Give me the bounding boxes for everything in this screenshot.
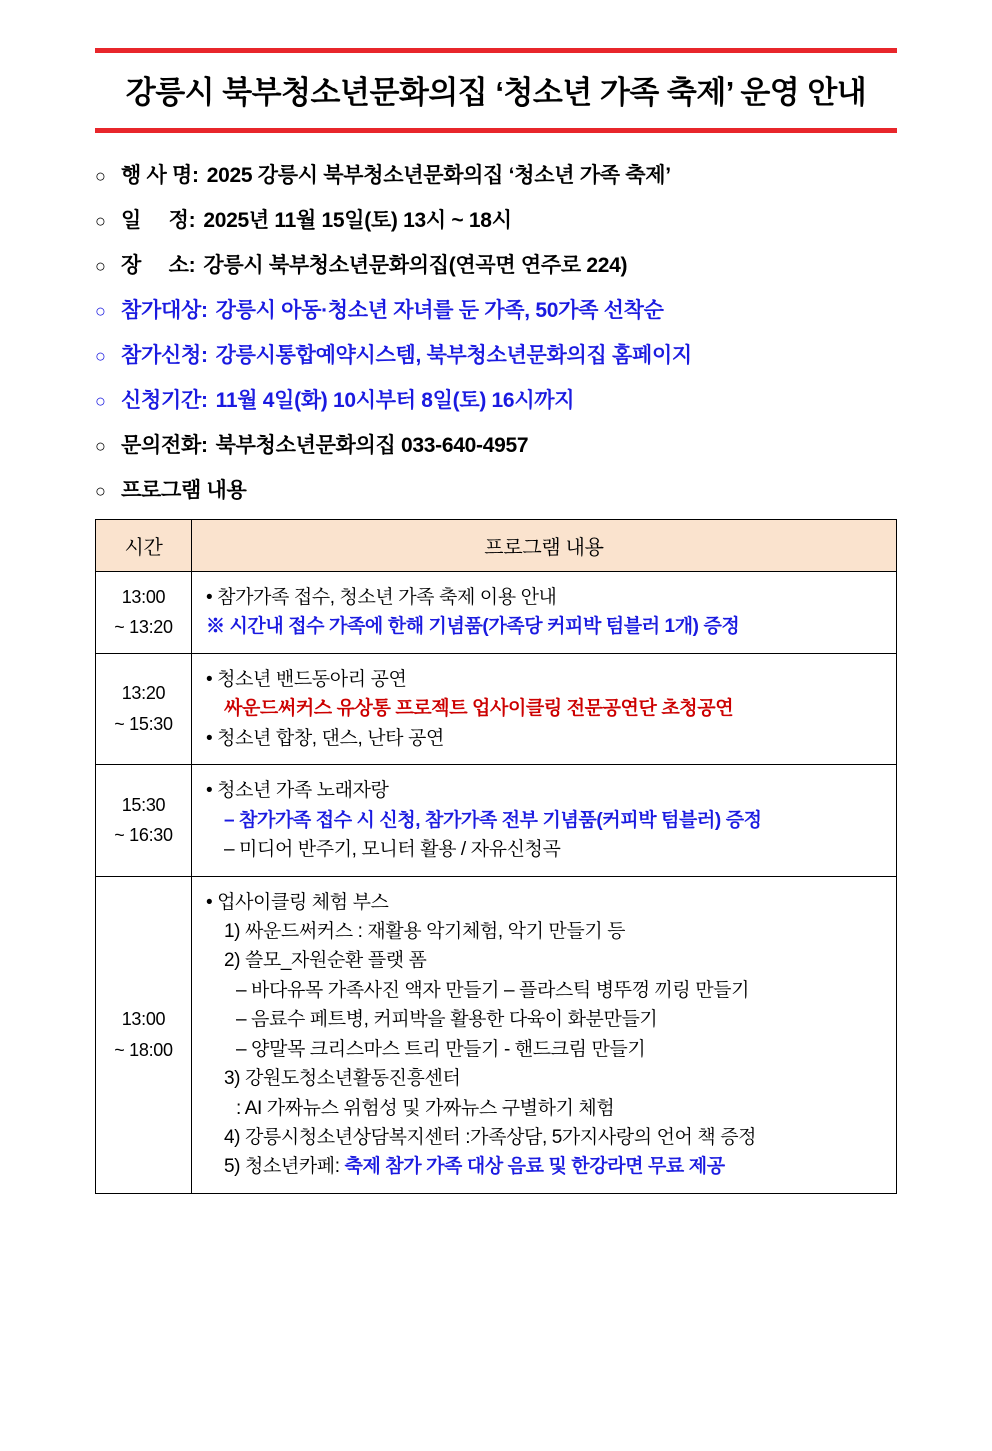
info-item-label: 장 소:	[121, 254, 196, 277]
program-line	[206, 1035, 886, 1064]
program-line	[206, 665, 886, 694]
info-item-label: 참가대상:	[121, 299, 208, 322]
time-cell	[96, 653, 192, 764]
program-line	[206, 917, 886, 946]
program-line	[206, 1152, 886, 1181]
info-item-value: 강릉시 북부청소년문화의집(연곡면 연주로 224)	[203, 254, 628, 277]
table-row	[96, 765, 897, 876]
info-item	[95, 249, 897, 279]
info-item-label: 일 정:	[121, 209, 196, 232]
info-item	[95, 294, 897, 324]
info-item-value: 강릉시 아동·청소년 자녀를 둔 가족, 50가족 선착순	[215, 299, 664, 322]
program-line	[206, 1064, 886, 1093]
time-line: ~ 13:20	[114, 617, 173, 638]
program-line-text: • 청소년 밴드동아리 공연	[206, 668, 407, 690]
info-item-value: 2025 강릉시 북부청소년문화의집 ‘청소년 가족 축제’	[206, 164, 671, 187]
info-item	[95, 474, 897, 504]
info-item-value: 북부청소년문화의집 033-640-4957	[215, 434, 529, 457]
time-line: 13:00	[121, 586, 166, 607]
table-header-row	[96, 520, 897, 572]
info-item-value: 11월 4일(화) 10시부터 8일(토) 16시까지	[215, 389, 575, 412]
program-line	[206, 888, 886, 917]
program-content-cell	[192, 876, 897, 1193]
info-item	[95, 339, 897, 369]
info-item-label: 프로그램 내용	[121, 479, 247, 502]
circle-bullet-icon: ○	[95, 256, 106, 276]
title-block	[95, 48, 897, 133]
program-table-body	[96, 572, 897, 1194]
info-item-value: 강릉시통합예약시스템, 북부청소년문화의집 홈페이지	[215, 344, 692, 367]
program-line	[206, 694, 886, 723]
program-content-cell	[192, 653, 897, 764]
program-line	[206, 1123, 886, 1152]
program-table-head	[96, 520, 897, 572]
program-line-text: – 미디어 반주기, 모니터 활용 / 자유신청곡	[224, 839, 561, 861]
program-line-text: – 양말목 크리스마스 트리 만들기 - 핸드크림 만들기	[236, 1038, 646, 1060]
header-program: 프로그램 내용	[192, 520, 897, 572]
header-time: 시간	[96, 520, 192, 572]
program-line-text: 4) 강릉시청소년상담복지센터 :가족상담, 5가지사랑의 언어 책 증정	[224, 1127, 757, 1148]
program-line	[206, 1094, 886, 1123]
program-line-text: 1) 싸운드써커스 : 재활용 악기체험, 악기 만들기 등	[224, 920, 626, 942]
info-item-label: 행 사 명:	[121, 164, 199, 187]
program-line	[206, 724, 886, 753]
program-line-text: ※ 시간내 접수 가족에 한해 기념품(가족당 커피박 텀블러 1개) 증정	[206, 616, 740, 638]
program-line	[206, 583, 886, 612]
program-line	[206, 976, 886, 1005]
time-line: 13:00	[121, 1009, 166, 1030]
time-line: ~ 16:30	[114, 825, 173, 846]
info-item-value: 2025년 11월 15일(토) 13시 ~ 18시	[203, 209, 512, 232]
program-line-text: 3) 강원도청소년활동진흥센터	[224, 1068, 461, 1090]
event-info-list	[0, 159, 992, 504]
info-item-label: 문의전화:	[121, 434, 208, 457]
program-line-text: – 음료수 페트병, 커피박을 활용한 다육이 화분만들기	[236, 1009, 658, 1031]
program-line-text: : AI 가짜뉴스 위험성 및 가짜뉴스 구별하기 체험	[236, 1097, 615, 1119]
info-item	[95, 384, 897, 414]
time-line: ~ 15:30	[114, 714, 173, 735]
info-item	[95, 429, 897, 459]
time-line: 13:20	[121, 683, 166, 704]
program-content-cell	[192, 765, 897, 876]
program-line-text: • 참가가족 접수, 청소년 가족 축제 이용 안내	[206, 587, 557, 608]
program-line	[206, 946, 886, 975]
time-cell	[96, 876, 192, 1193]
time-line: 15:30	[121, 794, 166, 815]
circle-bullet-icon: ○	[95, 391, 106, 411]
time-line: ~ 18:00	[114, 1039, 173, 1060]
page-title: 강릉시 북부청소년문화의집 ‘청소년 가족 축제’ 운영 안내	[125, 75, 867, 110]
program-content-cell	[192, 572, 897, 654]
circle-bullet-icon: ○	[95, 211, 106, 231]
program-line	[206, 612, 886, 641]
program-line-text: • 청소년 가족 노래자랑	[206, 780, 389, 802]
info-item-label: 신청기간:	[121, 389, 208, 412]
program-line	[206, 806, 886, 835]
table-row	[96, 653, 897, 764]
program-line	[206, 776, 886, 805]
program-line-text: – 바다유목 가족사진 액자 만들기 – 플라스틱 병뚜껑 끼링 만들기	[236, 979, 750, 1001]
time-cell	[96, 765, 192, 876]
program-line-text: • 업사이클링 체험 부스	[206, 891, 389, 913]
program-line-text: 싸운드써커스 유상통 프로젝트 업사이클링 전문공연단 초청공연	[224, 698, 734, 720]
program-line	[206, 1005, 886, 1034]
table-row	[96, 876, 897, 1193]
info-item	[95, 204, 897, 234]
circle-bullet-icon: ○	[95, 166, 106, 186]
info-item-label: 참가신청:	[121, 344, 208, 367]
circle-bullet-icon: ○	[95, 436, 106, 456]
program-table	[95, 519, 897, 1194]
program-line-text: 2) 쓸모_자원순환 플랫 폼	[224, 950, 427, 972]
info-item	[95, 159, 897, 189]
program-line-text: 5) 청소년카페:	[224, 1156, 345, 1178]
document-page	[0, 48, 992, 1451]
circle-bullet-icon: ○	[95, 481, 106, 501]
program-line-text: • 청소년 합창, 댄스, 난타 공연	[206, 727, 444, 749]
table-row	[96, 572, 897, 654]
circle-bullet-icon: ○	[95, 346, 106, 366]
program-line	[206, 835, 886, 864]
program-line-highlight: 축제 참가 가족 대상 음료 및 한강라면 무료 제공	[344, 1156, 725, 1178]
circle-bullet-icon: ○	[95, 301, 106, 321]
time-cell	[96, 572, 192, 654]
program-line-text: – 참가가족 접수 시 신청, 참가가족 전부 기념품(커피박 텀블러) 증정	[224, 809, 762, 831]
